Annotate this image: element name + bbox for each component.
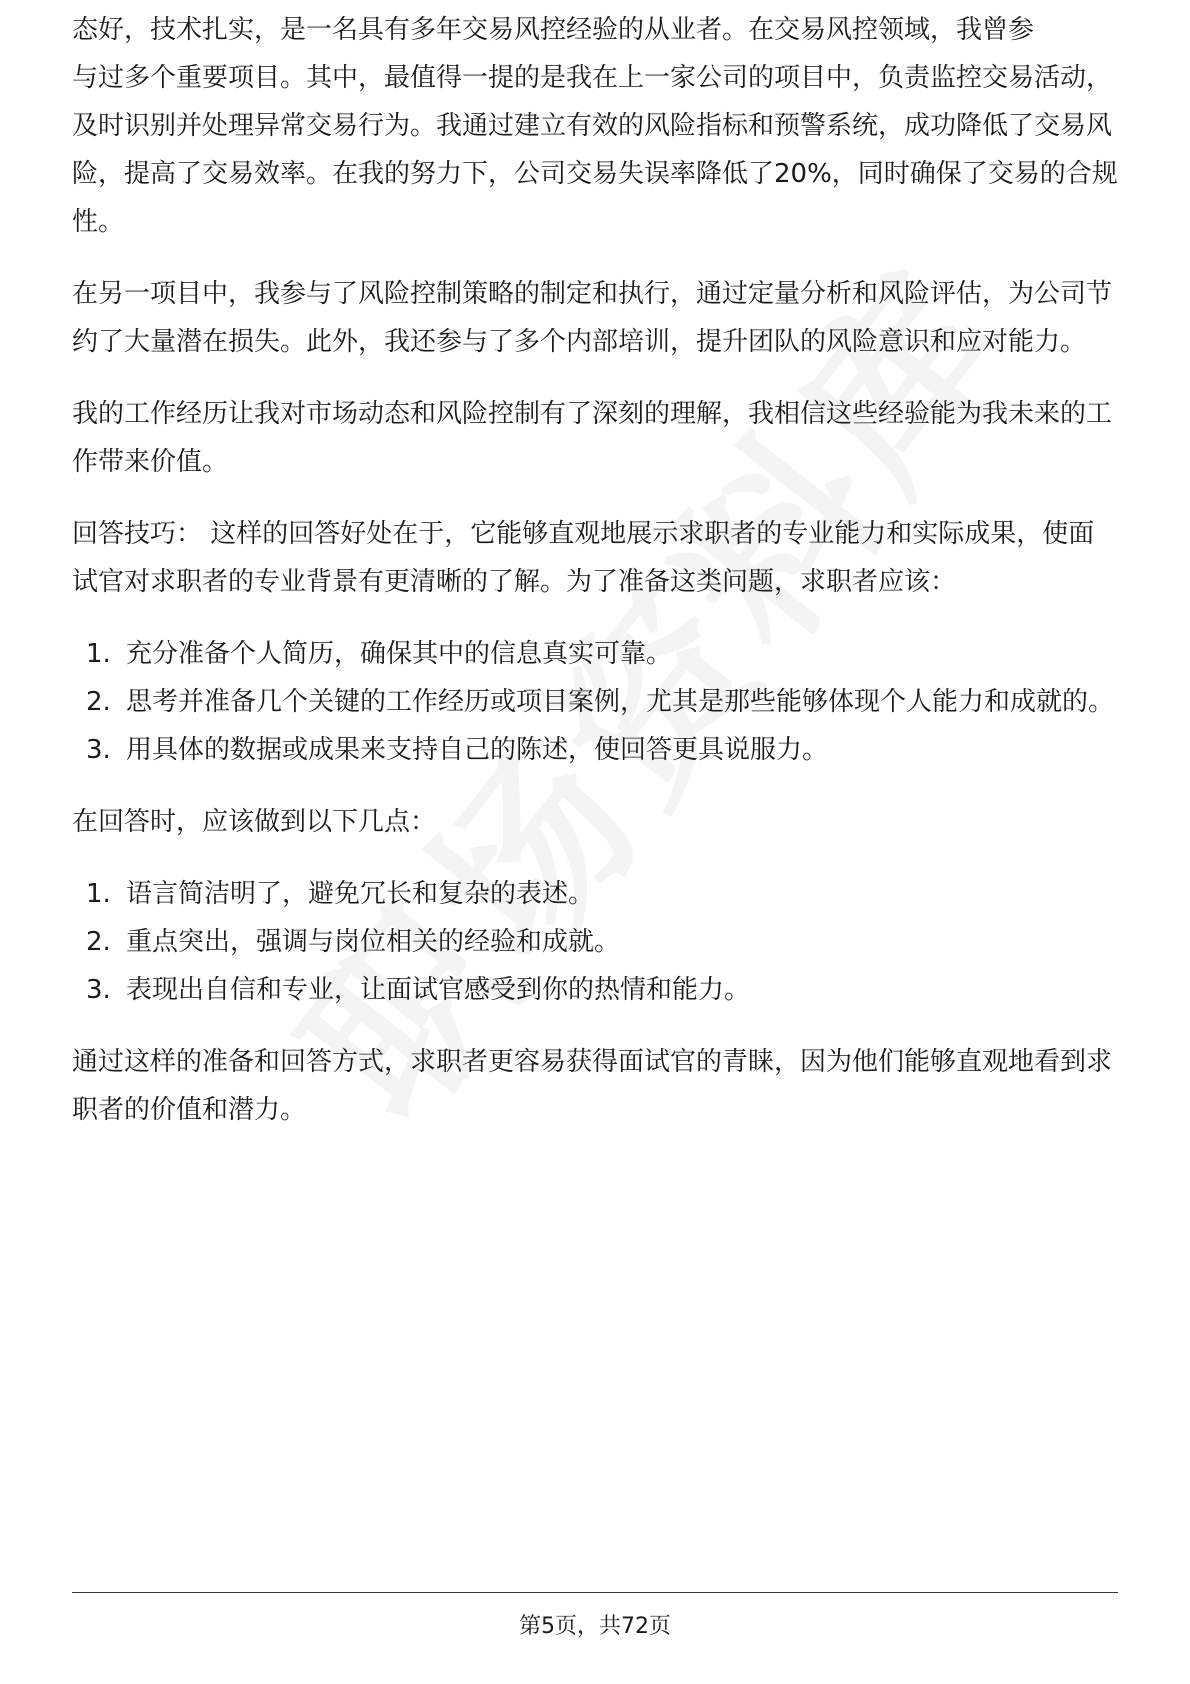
list-text: 语言简洁明了，避免冗长和复杂的表述。: [126, 879, 595, 909]
paragraph-another-project: 在另一项目中，我参与了风险控制策略的制定和执行，通过定量分析和风险评估，为公司节约了大量潜在损失。此外，我还参与了多个内部培训，提升团队的风险意识和应对能力。: [72, 279, 1113, 357]
list-number: 2.: [86, 687, 111, 717]
list-number: 1.: [86, 639, 111, 669]
list-item: [72, 726, 1118, 774]
preparation-list: [72, 630, 1118, 774]
answer-points-list: [72, 870, 1118, 1014]
paragraph-answer-points: 在回答时，应该做到以下几点：: [72, 807, 437, 837]
page-content: [72, 15, 1118, 1158]
list-number: 3.: [86, 975, 111, 1005]
list-item: [72, 966, 1118, 1014]
list-text: 思考并准备几个关键的工作经历或项目案例，尤其是那些能够体现个人能力和成就的。: [126, 687, 1115, 717]
list-item: [72, 870, 1118, 918]
list-item: [72, 918, 1118, 966]
list-text: 充分准备个人简历，确保其中的信息真实可靠。: [126, 639, 673, 669]
list-number: 1.: [86, 879, 111, 909]
paragraph-conclusion: 通过这样的准备和回答方式，求职者更容易获得面试官的青睐，因为他们能够直观地看到求职者的价值和潜力。: [72, 1047, 1113, 1125]
cut-off-line: 态好，技术扎实，是一名具有多年交易风控经验的从业者。在交易风控领域，我曾参: [72, 15, 1035, 45]
list-number: 3.: [86, 735, 111, 765]
list-text: 表现出自信和专业，让面试官感受到你的热情和能力。: [126, 975, 751, 1005]
paragraph-answer-tips: 回答技巧： 这样的回答好处在于，它能够直观地展示求职者的专业能力和实际成果，使面试官对求职者的专业背景有更清晰的了解。为了准备这类问题，求职者应该：: [72, 519, 1095, 597]
paragraph-work-summary: 我的工作经历让我对市场动态和风险控制有了深刻的理解，我相信这些经验能为我未来的工作带来价值。: [72, 399, 1113, 477]
paragraph-project-experience: 与过多个重要项目。其中，最值得一提的是我在上一家公司的项目中，负责监控交易活动，及时识别并处理异常交易行为。我通过建立有效的风险指标和预警系统，成功降低了交易风险，提高了交易效率。在我的努力下，公司交易失误率降低了20%，同时确保了交易的合规性。: [72, 63, 1118, 237]
list-text: 重点突出，强调与岗位相关的经验和成就。: [126, 927, 621, 957]
footer-divider: [72, 1592, 1118, 1593]
list-text: 用具体的数据或成果来支持自己的陈述，使回答更具说服力。: [126, 735, 829, 765]
page-number: 第5页，共72页: [519, 1614, 671, 1639]
list-item: [72, 678, 1118, 726]
list-number: 2.: [86, 927, 111, 957]
list-item: [72, 630, 1118, 678]
